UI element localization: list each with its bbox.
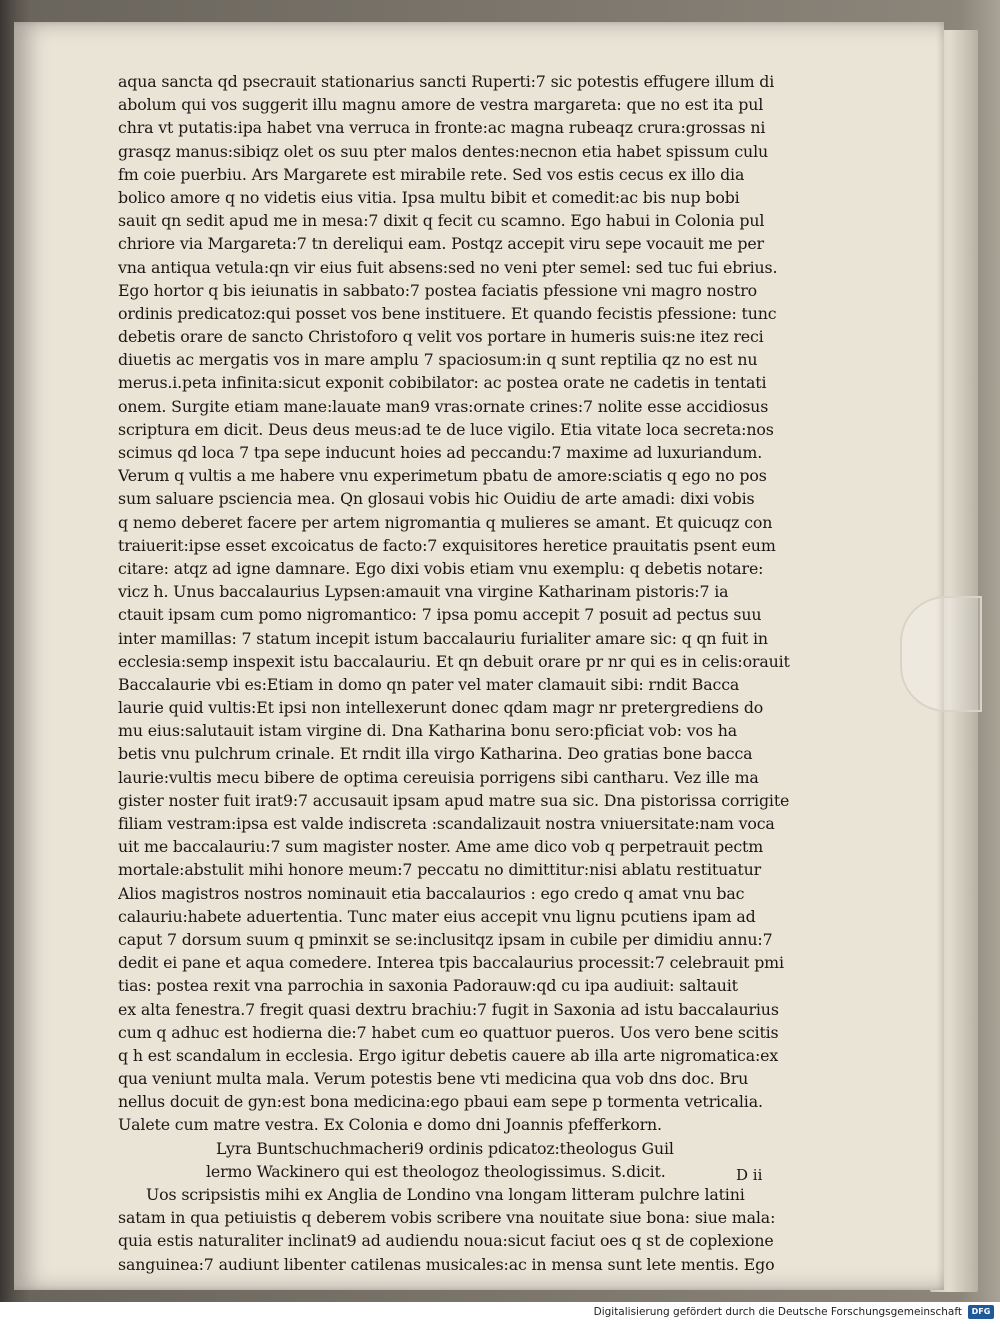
text-line: caput 7 dorsum suum q pminxit se se:inclusitqz ipsam in cubile per dimidiu annu:7 — [118, 929, 773, 949]
signature-mark: D ii — [736, 1166, 763, 1184]
text-line: chra vt putatis:ipa habet vna verruca in fronte:ac magna rubeaqz crura:grossas ni — [118, 118, 766, 138]
letter-heading-line: Lyra Buntschuchmacheri9 ordinis pdicatoz:theologus Guil — [216, 1138, 674, 1158]
text-line: gister noster fuit irat9:7 accusauit ipsam apud matre sua sic. Dna pistorissa corrigite — [118, 790, 790, 810]
page-clip — [900, 596, 982, 712]
text-line: diuetis ac mergatis vos in mare amplu 7 spaciosum:in q sunt reptilia qz no est nu — [118, 350, 758, 370]
text-line: q h est scandalum in ecclesia. Ergo igitur debetis cauere ab illa arte nigromatica:ex — [118, 1045, 779, 1065]
text-line: laurie quid vultis:Et ipsi non intellexerunt donec qdam magr nr pretergrediens do — [118, 698, 764, 718]
text-line: Alios magistros nostros nominauit etia baccalaurios : ego credo q amat vnu bac — [118, 883, 745, 903]
text-line: aqua sancta qd psecrauit stationarius sancti Ruperti:7 sic potestis effugere illum di — [118, 72, 775, 91]
text-line: cum q adhuc est hodierna die:7 habet cum eo quattuor pueros. Uos vero bene scitis — [118, 1022, 779, 1042]
text-line: bolico amore q no videtis eius vitia. Ipsa multu bibit et comedit:ac bis nup bobi — [118, 187, 740, 207]
text-line: sum saluare psciencia mea. Qn glosaui vobis hic Ouidiu de arte amadi: dixi vobis — [118, 489, 755, 509]
text-line: qua veniunt multa mala. Verum potestis bene vti medicina qua vob dns doc. Bru — [118, 1069, 749, 1089]
text-line: Uos scripsistis mihi ex Anglia de Londino vna longam litteram pulchre latini — [146, 1185, 745, 1204]
text-line: laurie:vultis mecu bibere de optima cereuisia porrigens sibi cantharu. Vez ille ma — [118, 767, 759, 787]
text-line: sauit qn sedit apud me in mesa:7 dixit q fecit cu scamno. Ego habui in Colonia pul — [118, 211, 765, 231]
text-line: ctauit ipsam cum pomo nigromantico: 7 ipsa pomu accepit 7 posuit ad pectus suu — [118, 605, 762, 625]
text-line: ex alta fenestra.7 fregit quasi dextru brachiu:7 fugit in Saxonia ad istu baccalaurius — [118, 999, 779, 1019]
text-line: inter mamillas: 7 statum incepit istum baccalauriu furialiter amare sic: q qn fuit in — [118, 628, 768, 648]
text-line: satam in qua petiuistis q deberem vobis scribere vna nouitate siue bona: siue mala: — [118, 1208, 776, 1228]
text-line: mortale:abstulit mihi honore meum:7 peccatu no dimittitur:nisi ablatu restituatur — [118, 860, 761, 880]
footer-credit: Digitalisierung gefördert durch die Deutsche Forschungsgemeinschaft — [593, 1306, 962, 1318]
text-line: traiuerit:ipse esset excoicatus de facto:7 exquisitores heretice prauitatis psent eum — [118, 535, 776, 555]
text-line: nellus docuit de gyn:est bona medicina:ego pbaui eam sepe p tormenta vetricalia. — [118, 1092, 763, 1112]
text-line: onem. Surgite etiam mane:lauate man9 vras:ornate crines:7 nolite esse accidiosus — [118, 396, 769, 416]
footer-bar — [0, 1302, 1000, 1324]
text-line: scimus qd loca 7 tpa sepe inducunt hoies ad peccandu:7 maxime ad luxuriandum. — [118, 443, 763, 462]
text-line: debetis orare de sancto Christoforo q velit vos portare in humeris suis:ne itez reci — [118, 327, 764, 347]
text-line: uit me baccalauriu:7 sum magister noster. Ame ame dico vob q perpetrauit pectm — [118, 837, 764, 857]
text-line: vicz h. Unus baccalaurius Lypsen:amauit vna virgine Katharinam pistoris:7 ia — [118, 582, 729, 602]
letter-heading-line: lermo Wackinero qui est theologoz theologissimus. S.dicit. — [206, 1161, 666, 1181]
text-line: ordinis predicatoz:qui posset vos bene instituere. Et quando fecistis pfessione: tunc — [118, 303, 777, 323]
text-line: merus.i.peta infinita:sicut exponit cobibilator: ac postea orate ne cadetis in tentati — [118, 373, 767, 393]
text-line: vna antiqua vetula:qn vir eius fuit absens:sed no veni pter semel: sed tuc fui ebrius. — [118, 257, 778, 277]
text-line: chriore via Margareta:7 tn dereliqui eam. Postqz accepit viru sepe vocauit me per — [118, 234, 764, 254]
text-line: citare: atqz ad igne damnare. Ego dixi vobis etiam vnu exemplu: q debetis notare: — [118, 558, 764, 578]
text-line: grasqz manus:sibiqz olet os suu pter malos dentes:necnon etia habet spissum culu — [118, 141, 768, 161]
text-line: tias: postea rexit vna parrochia in saxonia Padorauw:qd cu ipa audiuit: saltauit — [118, 976, 738, 996]
text-line: calauriu:habete aduertentia. Tunc mater eius accepit vnu lignu pcutiens ipam ad — [118, 906, 756, 926]
text-line: sanguinea:7 audiunt libenter catilenas musicales:ac in mensa sunt lete mentis. Ego — [118, 1254, 775, 1274]
text-line: Ualete cum matre vestra. Ex Colonia e domo dni Joannis pfefferkorn. — [118, 1115, 662, 1135]
text-line: betis vnu pulchrum crinale. Et rndit illa virgo Katharina. Deo gratias bone bacca — [118, 744, 753, 764]
text-line: quia estis naturaliter inclinat9 ad audiendu noua:sicut faciut oes q st de coplexione — [118, 1231, 774, 1251]
text-line: dedit ei pane et aqua comedere. Interea tpis baccalaurius processit:7 celebrauit pmi — [118, 953, 784, 973]
text-line: q nemo deberet facere per artem nigromantia q mulieres se amant. Et quicuqz con — [118, 512, 773, 532]
dfg-logo: DFG — [968, 1305, 994, 1319]
text-line: fm coie puerbiu. Ars Margarete est mirabile rete. Sed vos estis cecus ex illo dia — [118, 164, 745, 184]
text-line: filiam vestram:ipsa est valde indiscreta :scandalizauit nostra vniuersitate:nam voca — [118, 814, 775, 833]
text-line: mu eius:salutauit istam virgine di. Dna Katharina bonu sero:pficiat vob: vos ha — [118, 721, 738, 741]
text-line: scriptura em dicit. Deus deus meus:ad te de luce vigilo. Etia vitate loca secreta:nos — [118, 419, 774, 439]
text-line: Verum q vultis a me habere vnu experimetum pbatu de amore:sciatis q ego no pos — [118, 466, 767, 486]
text-line: ecclesia:semp inspexit istu baccalauriu. Et qn debuit orare pr nr qui es in celis:orauit — [118, 651, 790, 671]
text-line: Ego hortor q bis ieiunatis in sabbato:7 postea faciatis pfessione vni magro nostro — [118, 280, 757, 300]
text-line: Baccalaurie vbi es:Etiam in domo qn pater vel mater clamauit sibi: rndit Bacca — [118, 674, 740, 694]
text-line: abolum qui vos suggerit illu magnu amore de vestra margareta: que no est ita pul — [118, 95, 764, 115]
body-text — [118, 70, 823, 1276]
